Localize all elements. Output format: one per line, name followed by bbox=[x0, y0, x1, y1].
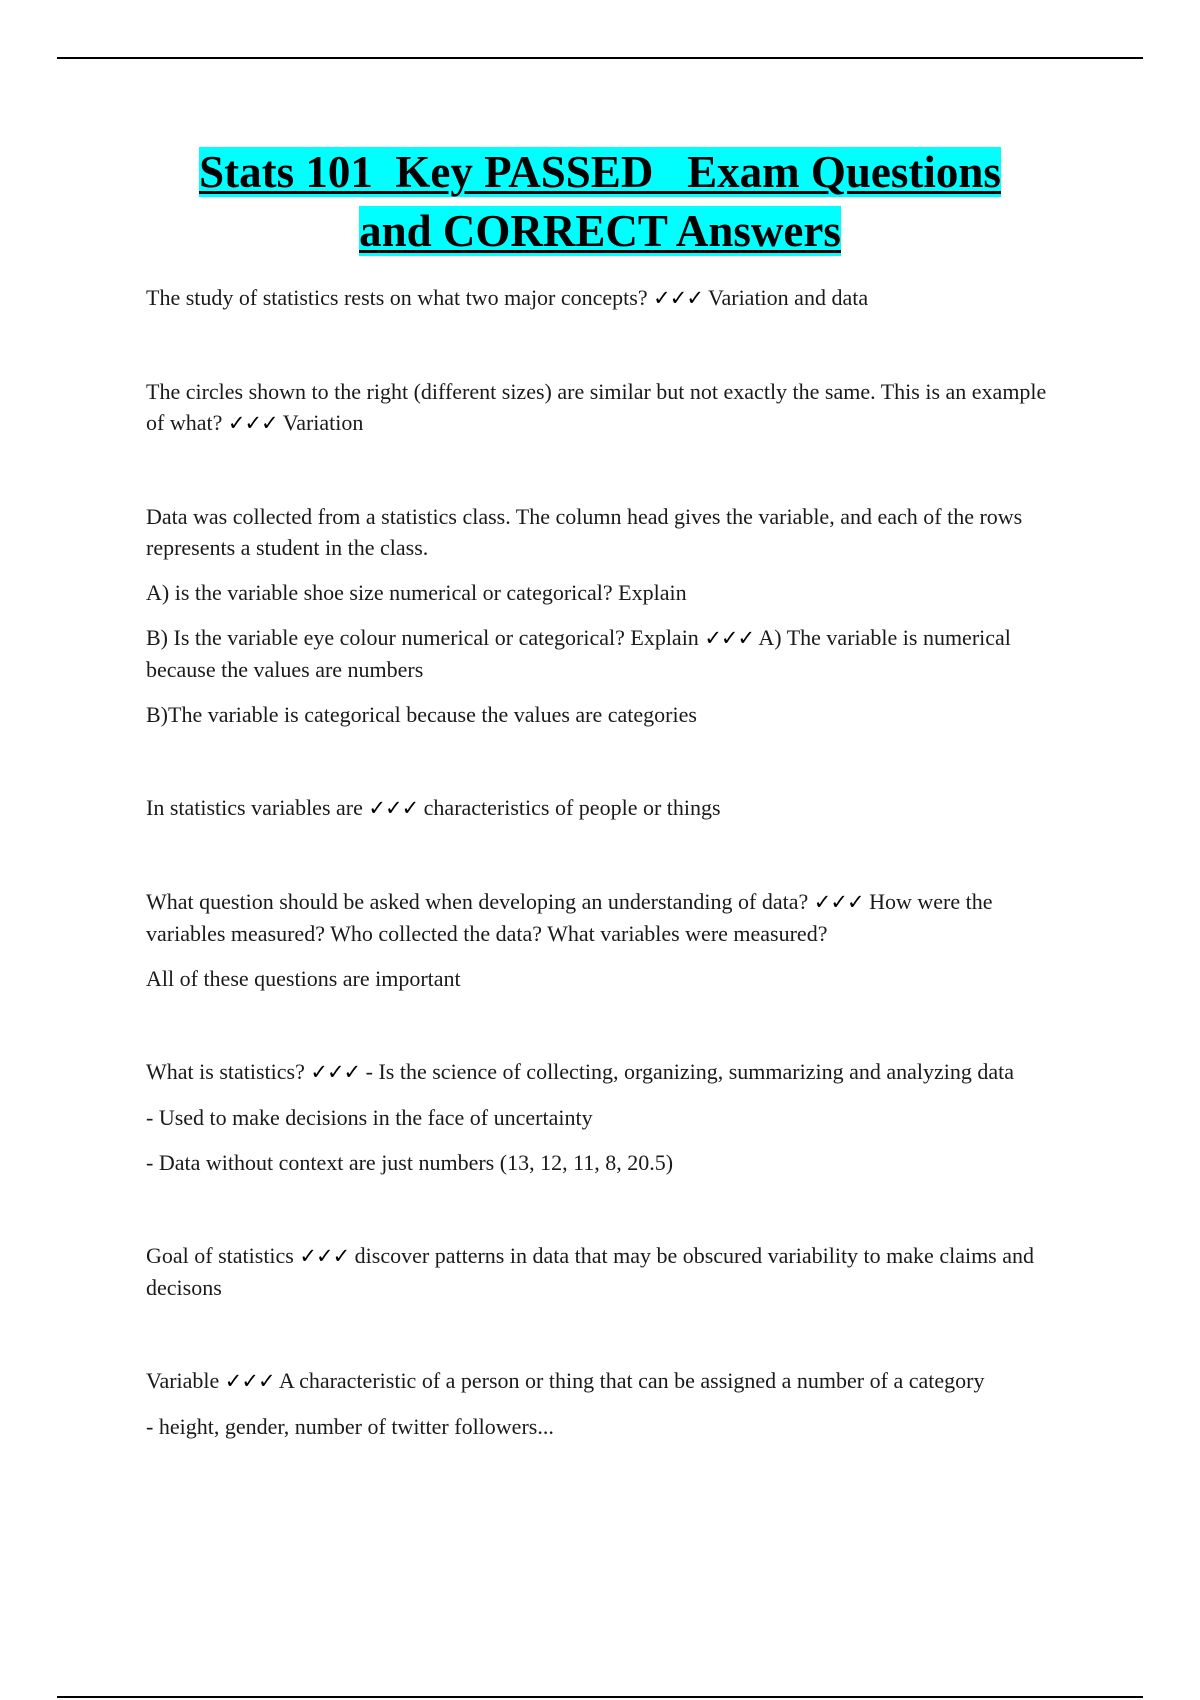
question-text: B) Is the variable eye colour numerical or categorical? Explain bbox=[146, 625, 699, 650]
qa-list bbox=[146, 282, 1066, 1504]
qa-text bbox=[146, 792, 1066, 824]
qa-item-3 bbox=[146, 501, 1066, 730]
answer-text: A characteristic of a person or thing that can be assigned a number of a category bbox=[278, 1368, 985, 1393]
qa-text bbox=[146, 886, 1066, 949]
question-text: In statistics variables are bbox=[146, 795, 363, 820]
answer-paragraph: B)The variable is categorical because the values are categories bbox=[146, 702, 697, 727]
question-text: What is statistics? bbox=[146, 1059, 305, 1084]
qa-item-7 bbox=[146, 1240, 1066, 1303]
qa-item-4 bbox=[146, 792, 1066, 824]
header-rule bbox=[57, 57, 1143, 59]
qa-text bbox=[146, 622, 1066, 685]
check-mark-icon: ✓✓✓ bbox=[704, 626, 755, 650]
answer-text: A) The variable is numerical because the values are numbers bbox=[146, 625, 1011, 682]
answer-text: Variation bbox=[282, 410, 364, 435]
qa-text bbox=[146, 1365, 1066, 1397]
title-line-2: and CORRECT Answers bbox=[359, 206, 841, 256]
answer-text: characteristics of people or things bbox=[423, 795, 721, 820]
check-mark-icon: ✓✓✓ bbox=[299, 1244, 350, 1268]
question-text: Goal of statistics bbox=[146, 1243, 294, 1268]
answer-paragraph: - height, gender, number of twitter followers... bbox=[146, 1414, 554, 1439]
qa-item-5 bbox=[146, 886, 1066, 994]
qa-item-2 bbox=[146, 376, 1066, 439]
check-mark-icon: ✓✓✓ bbox=[224, 1369, 275, 1393]
question-text: What question should be asked when developing an understanding of data? bbox=[146, 889, 809, 914]
title-line-1: Stats 101 Key PASSED Exam Questions bbox=[199, 147, 1001, 197]
qa-item-6 bbox=[146, 1056, 1066, 1178]
answer-text: discover patterns in data that may be obscured variability to make claims and decisons bbox=[146, 1243, 1035, 1300]
check-mark-icon: ✓✓✓ bbox=[310, 1060, 361, 1084]
answer-text: How were the variables measured? Who collected the data? What variables were measured? bbox=[146, 889, 993, 946]
check-mark-icon: ✓✓✓ bbox=[368, 796, 419, 820]
check-mark-icon: ✓✓✓ bbox=[653, 286, 703, 310]
qa-text bbox=[146, 376, 1066, 439]
answer-paragraph: All of these questions are important bbox=[146, 966, 461, 991]
qa-text bbox=[146, 1240, 1066, 1303]
check-mark-icon: ✓✓✓ bbox=[227, 411, 278, 435]
qa-item-8 bbox=[146, 1365, 1066, 1442]
footer-rule bbox=[57, 1696, 1143, 1698]
qa-text bbox=[146, 282, 1066, 314]
check-mark-icon: ✓✓✓ bbox=[813, 890, 864, 914]
qa-text bbox=[146, 1056, 1066, 1088]
answer-text: - Is the science of collecting, organizing, summarizing and analyzing data bbox=[365, 1059, 1015, 1084]
answer-paragraph: - Used to make decisions in the face of uncertainty bbox=[146, 1105, 593, 1130]
document-title bbox=[0, 143, 1200, 261]
question-paragraph: A) is the variable shoe size numerical or categorical? Explain bbox=[146, 580, 687, 605]
qa-item-1 bbox=[146, 282, 1066, 314]
answer-paragraph: - Data without context are just numbers (13, 12, 11, 8, 20.5) bbox=[146, 1150, 674, 1175]
question-text: The circles shown to the right (different sizes) are similar but not exactly the same. This is an example of what? bbox=[146, 379, 1047, 435]
question-text: Variable bbox=[146, 1368, 220, 1393]
question-paragraph: Data was collected from a statistics class. The column head gives the variable, and each of the rows represents a student in the class. bbox=[146, 504, 1023, 560]
answer-text: Variation and data bbox=[708, 285, 869, 310]
question-text: The study of statistics rests on what two major concepts? bbox=[146, 285, 648, 310]
